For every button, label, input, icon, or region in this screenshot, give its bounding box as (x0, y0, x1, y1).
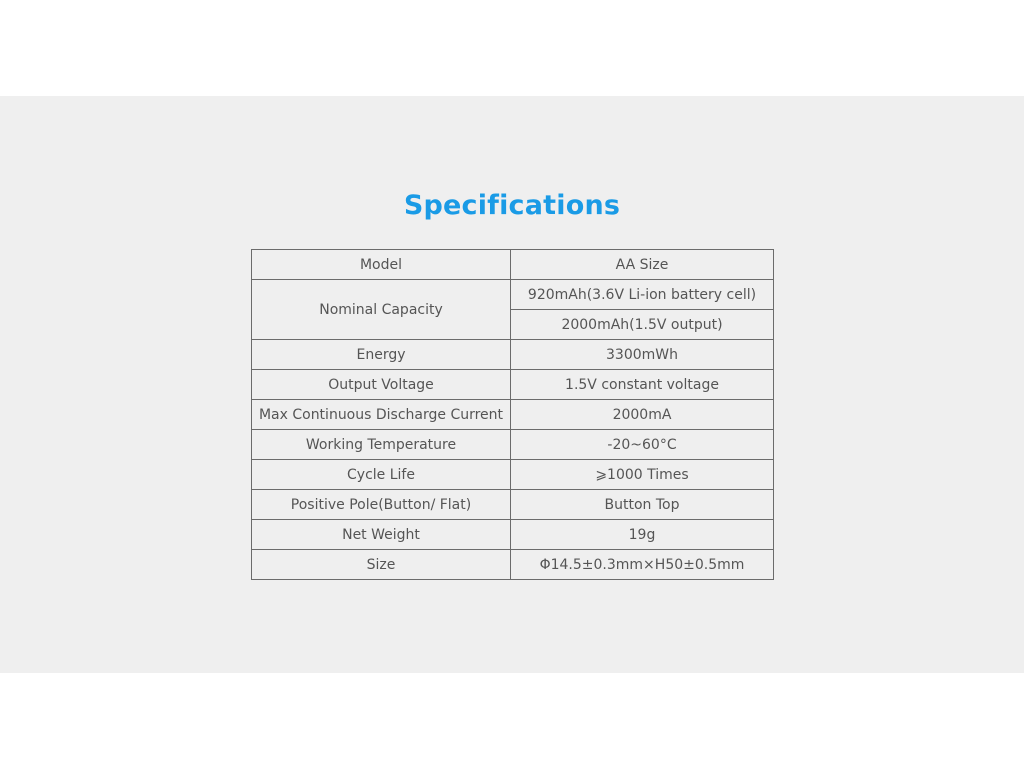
spec-value: 2000mAh(1.5V output) (511, 310, 774, 340)
table-row (252, 370, 774, 400)
spec-label: Size (252, 550, 511, 580)
table-row (252, 520, 774, 550)
spec-label: Net Weight (252, 520, 511, 550)
spec-value: 2000mA (511, 400, 774, 430)
spec-label: Model (252, 250, 511, 280)
spec-value: 920mAh(3.6V Li-ion battery cell) (511, 280, 774, 310)
table-row (252, 280, 774, 310)
table-row (252, 250, 774, 280)
specifications-table (251, 249, 774, 580)
page-title: Specifications (403, 190, 621, 221)
spec-label: Energy (252, 340, 511, 370)
spec-value: Button Top (511, 490, 774, 520)
spec-label: Cycle Life (252, 460, 511, 490)
table-row (252, 340, 774, 370)
spec-value: 19g (511, 520, 774, 550)
spec-value: -20~60°C (511, 430, 774, 460)
spec-label: Nominal Capacity (252, 280, 511, 340)
table-row (252, 430, 774, 460)
spec-label: Max Continuous Discharge Current (252, 400, 511, 430)
table-row (252, 400, 774, 430)
table-row (252, 490, 774, 520)
spec-value: 3300mWh (511, 340, 774, 370)
spec-value: ⩾1000 Times (511, 460, 774, 490)
spec-label: Output Voltage (252, 370, 511, 400)
table-row (252, 550, 774, 580)
spec-value: AA Size (511, 250, 774, 280)
spec-value: 1.5V constant voltage (511, 370, 774, 400)
table-row (252, 460, 774, 490)
spec-label: Positive Pole(Button/ Flat) (252, 490, 511, 520)
spec-label: Working Temperature (252, 430, 511, 460)
spec-value: Φ14.5±0.3mm×H50±0.5mm (511, 550, 774, 580)
